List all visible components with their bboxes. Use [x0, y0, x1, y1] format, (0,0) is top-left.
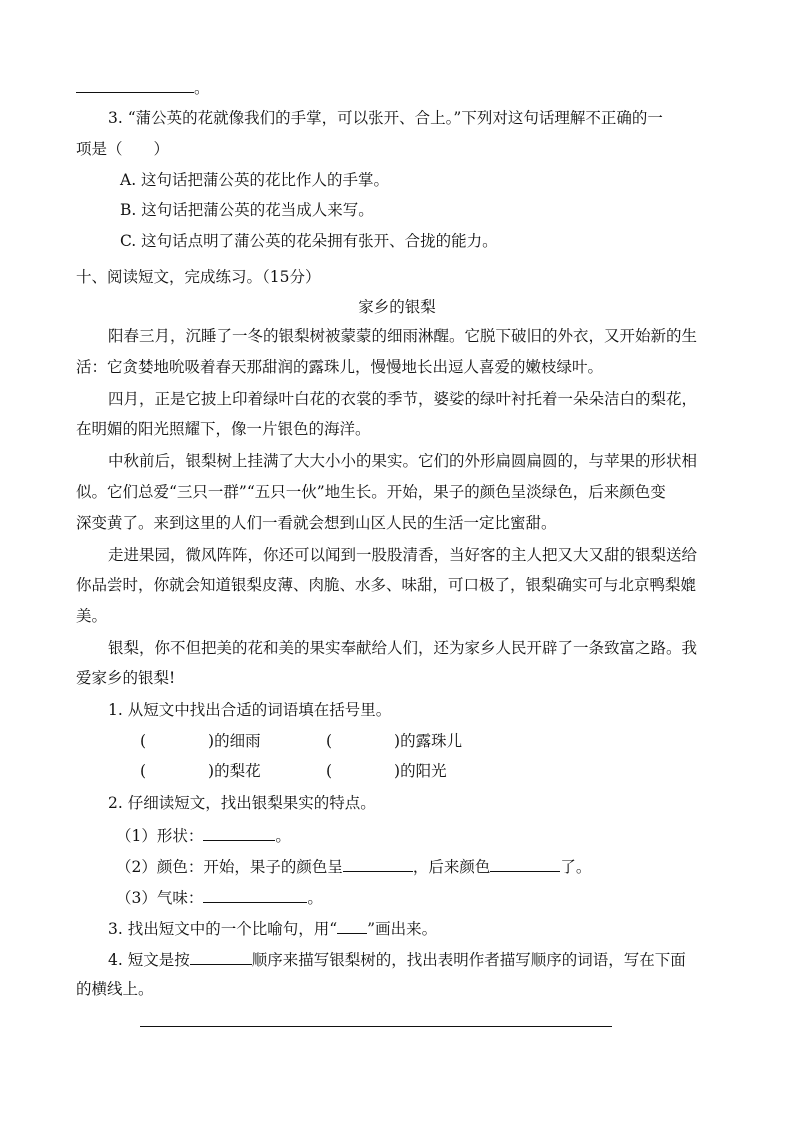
section-heading: 十、阅读短文，完成练习。（15分）: [76, 268, 321, 286]
q3b-stem-a: 3. 找出短文中的一个比喻句，用“: [108, 920, 338, 938]
passage-line: 似。它们总爱“三只一群”“五只一伙”地生长。开始，果子的颜色呈淡绿色，后来颜色变: [76, 483, 666, 501]
passage-line: 走进果园，微风阵阵，你还可以闻到一股股清香，当好客的主人把又大又甜的银梨送给: [108, 546, 698, 564]
answer-blank[interactable]: [203, 824, 275, 841]
q3-option-c: C. 这句话点明了蒲公英的花朵拥有张开、合拢的能力。: [120, 232, 498, 250]
q1-blank-3[interactable]: ( )的梨花: [140, 762, 261, 780]
answer-blank[interactable]: [203, 886, 307, 903]
q3-stem-line1: 3. “蒲公英的花就像我们的手掌，可以张开、合上。”下列对这句话理解不正确的一: [108, 109, 663, 127]
q2-shape-line: [116, 824, 291, 846]
q4-line2: 的横线上。: [76, 980, 154, 998]
q4-line1-a: 4. 短文是按: [108, 951, 190, 969]
passage-line: 四月，正是它披上印着绿叶白花的衣裳的季节，婆娑的绿叶衬托着一朵朵洁白的梨花，: [108, 390, 698, 408]
q2-color-label: （2）颜色：开始，果子的颜色呈: [116, 858, 343, 876]
passage-title: 家乡的银梨: [358, 298, 436, 316]
answer-blank[interactable]: [490, 855, 560, 872]
q2-color-end: 了。: [560, 858, 592, 876]
passage-line: 在明媚的阳光照耀下，像一片银色的海洋。: [76, 420, 371, 438]
q2-color-line: [116, 855, 591, 877]
passage-line: 美。: [76, 607, 108, 625]
q1-blank-2[interactable]: ( )的露珠儿: [326, 732, 463, 750]
q1-blank-4[interactable]: ( )的阳光: [326, 762, 447, 780]
passage-line: 爱家乡的银梨!: [76, 669, 176, 687]
q4-line1-b: 顺序来描写银梨树的，找出表明作者描写顺序的词语，写在下面: [251, 951, 686, 969]
passage-line: 银梨，你不但把美的花和美的果实奉献给人们，还为家乡人民开辟了一条致富之路。我: [108, 639, 698, 657]
answer-blank[interactable]: [343, 855, 413, 872]
q3-stem-line2: 项是（ ）: [76, 140, 170, 158]
underline-mark: [337, 917, 367, 934]
q3b-stem: [108, 917, 437, 939]
q2-smell-line: [116, 886, 323, 908]
passage-line: 你品尝时，你就会知道银梨皮薄、肉脆、水多、味甜，可口极了，银梨确实可与北京鸭梨媲: [76, 576, 697, 594]
q2-shape-label: （1）形状：: [116, 827, 204, 845]
q4-line1: [108, 948, 686, 970]
q3-option-a: A. 这句话把蒲公英的花比作人的手掌。: [120, 171, 390, 189]
answer-line[interactable]: [140, 1026, 612, 1027]
top-fill-line: [76, 76, 210, 98]
q2-stem: 2. 仔细读短文，找出银梨果实的特点。: [108, 794, 376, 812]
passage-line: 活：它贪婪地吮吸着春天那甜润的露珠儿，慢慢地长出逗人喜爱的嫩枝绿叶。: [76, 358, 604, 376]
q3-option-b: B. 这句话把蒲公英的花当成人来写。: [120, 201, 374, 219]
passage-line: 中秋前后，银梨树上挂满了大大小小的果实。它们的外形扁圆扁圆的，与苹果的形状相: [108, 452, 698, 470]
answer-blank[interactable]: [76, 76, 194, 93]
q2-smell-period: 。: [307, 889, 323, 907]
q3b-stem-b: ”画出来。: [367, 920, 438, 938]
passage-line: 深变黄了。来到这里的人们一看就会想到山区人民的生活一定比蜜甜。: [76, 514, 557, 532]
answer-blank[interactable]: [190, 948, 252, 965]
q1-stem: 1. 从短文中找出合适的词语填在括号里。: [108, 701, 392, 719]
q1-blank-1[interactable]: ( )的细雨: [140, 732, 261, 750]
q2-shape-period: 。: [275, 827, 291, 845]
top-fill-tail: 。: [194, 79, 210, 97]
q2-color-mid: ，后来颜色: [412, 858, 491, 876]
passage-line: 阳春三月，沉睡了一冬的银梨树被蒙蒙的细雨淋醒。它脱下破旧的外衣，又开始新的生: [108, 327, 698, 345]
q2-smell-label: （3）气味：: [116, 889, 204, 907]
